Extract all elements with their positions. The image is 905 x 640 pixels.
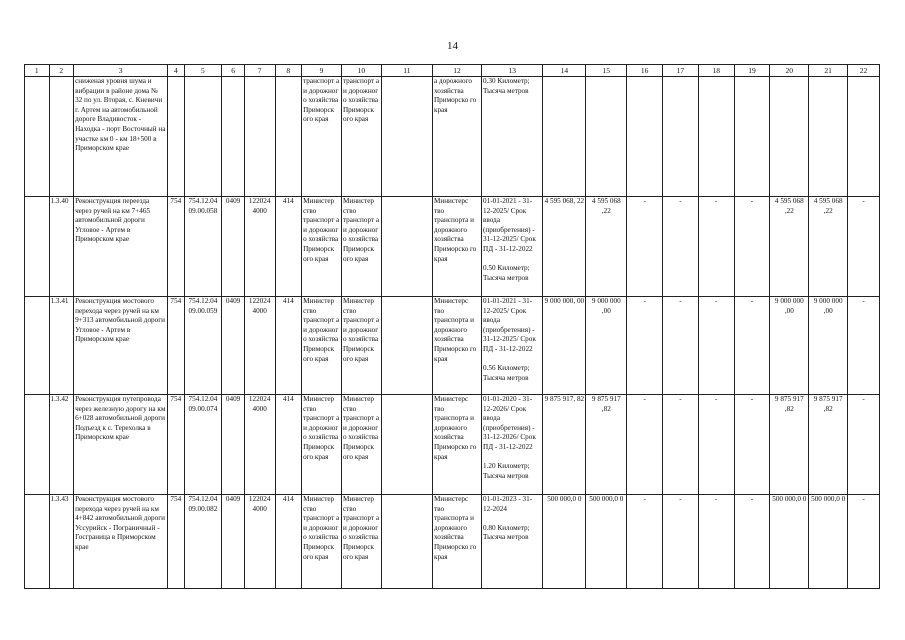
table-row bbox=[25, 297, 880, 395]
object-name: сниженая уровня шума и вибрации в районе дома № 32 по ул. Вторая, с. Кневичи г. Артем на автомобильной дороге Владивосток - Находка - порт Восточный на участке км 0 - км 18+500 в Приморском крае bbox=[74, 77, 168, 197]
col-18-amount bbox=[698, 77, 734, 197]
grbs-code: 754 bbox=[168, 395, 184, 495]
object-name: Реконструкция мостового перехода через ручей на км 4+842 автомобильной дороги Уссурийск - Пограничный - Госграница в Приморском крае bbox=[74, 495, 168, 589]
col-21-amount: 9 000 000 ,00 bbox=[809, 297, 848, 395]
col-20-amount: 4 595 068 ,22 bbox=[770, 197, 809, 297]
header-cell: 14 bbox=[543, 65, 586, 77]
col-19-amount: - bbox=[734, 197, 770, 297]
header-cell: 20 bbox=[770, 65, 809, 77]
object-code: 754.12.04 09.00.059 bbox=[184, 297, 222, 395]
header-cell: 11 bbox=[381, 65, 432, 77]
estimated-cost: 4 595 068, 22 bbox=[543, 197, 586, 297]
header-cell: 4 bbox=[168, 65, 184, 77]
col-20-amount: 9 000 000 ,00 bbox=[770, 297, 809, 395]
customer: транспорт а и дорожног о хозяйства Приморск ого края bbox=[302, 77, 342, 197]
operator: Министерс тво транспорта и дорожного хозяйства Приморско го края bbox=[432, 495, 481, 589]
customer: Министер ство транспорт а и дорожног о хозяйства Приморск ого края bbox=[302, 197, 342, 297]
header-cell: 1 bbox=[25, 65, 50, 77]
total-amount bbox=[586, 77, 627, 197]
header-cell: 9 bbox=[302, 65, 342, 77]
row-number: 1.3.43 bbox=[49, 495, 74, 589]
target-article: 122024 4000 bbox=[244, 395, 275, 495]
col-11-cell bbox=[381, 297, 432, 395]
object-code: 754.12.04 09.00.082 bbox=[184, 495, 222, 589]
header-cell: 2 bbox=[49, 65, 74, 77]
header-cell: 6 bbox=[222, 65, 245, 77]
col-22-amount: - bbox=[848, 297, 880, 395]
header-cell: 10 bbox=[341, 65, 381, 77]
header-cell: 12 bbox=[432, 65, 481, 77]
header-cell: 18 bbox=[698, 65, 734, 77]
page-number: 14 bbox=[447, 40, 458, 52]
col-16-amount: - bbox=[627, 297, 663, 395]
col-11-cell bbox=[381, 77, 432, 197]
expense-type: 414 bbox=[275, 395, 302, 495]
header-cell: 15 bbox=[586, 65, 627, 77]
col-18-amount: - bbox=[698, 297, 734, 395]
developer: Министер ство транспорт а и дорожног о хозяйства Приморск ого края bbox=[341, 495, 381, 589]
estimated-cost: 9 875 917, 82 bbox=[543, 395, 586, 495]
row-number: 1.3.41 bbox=[49, 297, 74, 395]
header-row bbox=[25, 65, 880, 77]
col-1-cell bbox=[25, 77, 50, 197]
header-cell: 7 bbox=[244, 65, 275, 77]
estimated-cost: 500 000,0 0 bbox=[543, 495, 586, 589]
col-11-cell bbox=[381, 197, 432, 297]
col-19-amount: - bbox=[734, 395, 770, 495]
col-17-amount: - bbox=[663, 395, 699, 495]
col-20-amount: 9 875 917 ,82 bbox=[770, 395, 809, 495]
row-number bbox=[49, 77, 74, 197]
total-amount: 9 875 917 ,82 bbox=[586, 395, 627, 495]
header-cell: 19 bbox=[734, 65, 770, 77]
object-name: Реконструкция мостового перехода через ручей на км 9+313 автомобильной дороги Угловое - Артем в Приморском крае bbox=[74, 297, 168, 395]
header-cell: 13 bbox=[482, 65, 543, 77]
developer: Министер ство транспорт а и дорожног о хозяйства Приморск ого края bbox=[341, 297, 381, 395]
grbs-code: 754 bbox=[168, 297, 184, 395]
section-code: 0409 bbox=[222, 395, 245, 495]
col-21-amount: 500 000,0 0 bbox=[809, 495, 848, 589]
col-22-amount: - bbox=[848, 495, 880, 589]
col-22-amount: - bbox=[848, 395, 880, 495]
header-cell: 16 bbox=[627, 65, 663, 77]
target-article bbox=[244, 77, 275, 197]
deadlines-capacity: 01-01-2021 - 31-12-2025/ Срок ввода (приобретения) - 31-12-2025/ Срок ПД - 31-12-2022 0.50 Километр; Тысяча метров bbox=[482, 197, 543, 297]
col-16-amount: - bbox=[627, 197, 663, 297]
developer: Министер ство транспорт а и дорожног о хозяйства Приморск ого края bbox=[341, 197, 381, 297]
col-1-cell bbox=[25, 297, 50, 395]
expense-type: 414 bbox=[275, 297, 302, 395]
estimated-cost: 9 000 000, 00 bbox=[543, 297, 586, 395]
section-code bbox=[222, 77, 245, 197]
operator: а дорожного хозяйства Приморско го края bbox=[432, 77, 481, 197]
object-name: Реконструкция переезда через ручей на км 7+465 автомобильной дороги Угловое - Артем в Приморском крае bbox=[74, 197, 168, 297]
table-body bbox=[25, 65, 880, 589]
col-1-cell bbox=[25, 395, 50, 495]
object-name: Реконструкция путепровода через железную дорогу на км 6+028 автомобильной дороги Подъезд к с. Терехолка в Приморском крае bbox=[74, 395, 168, 495]
col-17-amount: - bbox=[663, 297, 699, 395]
developer: Министер ство транспорт а и дорожног о хозяйства Приморск ого края bbox=[341, 395, 381, 495]
customer: Министер ство транспорт а и дорожног о хозяйства Приморск ого края bbox=[302, 495, 342, 589]
grbs-code bbox=[168, 77, 184, 197]
col-16-amount: - bbox=[627, 395, 663, 495]
header-cell: 22 bbox=[848, 65, 880, 77]
header-cell: 5 bbox=[184, 65, 222, 77]
table-row bbox=[25, 395, 880, 495]
customer: Министер ство транспорт а и дорожног о хозяйства Приморск ого края bbox=[302, 297, 342, 395]
total-amount: 4 595 068 ,22 bbox=[586, 197, 627, 297]
table-row bbox=[25, 197, 880, 297]
header-cell: 3 bbox=[74, 65, 168, 77]
col-17-amount bbox=[663, 77, 699, 197]
col-19-amount bbox=[734, 77, 770, 197]
section-code: 0409 bbox=[222, 197, 245, 297]
col-11-cell bbox=[381, 395, 432, 495]
section-code: 0409 bbox=[222, 495, 245, 589]
expense-type bbox=[275, 77, 302, 197]
target-article: 122024 4000 bbox=[244, 297, 275, 395]
header-cell: 21 bbox=[809, 65, 848, 77]
col-17-amount: - bbox=[663, 495, 699, 589]
table-row bbox=[25, 495, 880, 589]
header-cell: 17 bbox=[663, 65, 699, 77]
deadlines-capacity: 01-01-2023 - 31-12-2024 0.80 Километр; Тысяча метров bbox=[482, 495, 543, 589]
object-code: 754.12.04 09.00.058 bbox=[184, 197, 222, 297]
col-19-amount: - bbox=[734, 297, 770, 395]
developer: транспорт а и дорожног о хозяйства Приморск ого края bbox=[341, 77, 381, 197]
deadlines-capacity: 01-01-2020 - 31-12-2026/ Срок ввода (приобретения) - 31-12-2026/ Срок ПД - 31-12-2022 1.20 Километр; Тысяча метров bbox=[482, 395, 543, 495]
total-amount: 9 000 000 ,00 bbox=[586, 297, 627, 395]
deadlines-capacity: 0.30 Километр; Тысяча метров bbox=[482, 77, 543, 197]
expense-type: 414 bbox=[275, 197, 302, 297]
col-19-amount: - bbox=[734, 495, 770, 589]
operator: Министерс тво транспорта и дорожного хозяйства Приморско го края bbox=[432, 395, 481, 495]
col-20-amount: 500 000,0 0 bbox=[770, 495, 809, 589]
table-row bbox=[25, 77, 880, 197]
section-code: 0409 bbox=[222, 297, 245, 395]
col-20-amount bbox=[770, 77, 809, 197]
expense-type: 414 bbox=[275, 495, 302, 589]
col-11-cell bbox=[381, 495, 432, 589]
col-18-amount: - bbox=[698, 495, 734, 589]
col-21-amount: 9 875 917 ,82 bbox=[809, 395, 848, 495]
object-code bbox=[184, 77, 222, 197]
operator: Министерс тво транспорта и дорожного хозяйства Приморско го края bbox=[432, 297, 481, 395]
header-cell: 8 bbox=[275, 65, 302, 77]
estimated-cost bbox=[543, 77, 586, 197]
col-21-amount: 4 595 068 ,22 bbox=[809, 197, 848, 297]
col-16-amount: - bbox=[627, 495, 663, 589]
grbs-code: 754 bbox=[168, 197, 184, 297]
col-18-amount: - bbox=[698, 395, 734, 495]
col-22-amount: - bbox=[848, 197, 880, 297]
budget-table bbox=[24, 64, 880, 589]
target-article: 122024 4000 bbox=[244, 495, 275, 589]
row-number: 1.3.42 bbox=[49, 395, 74, 495]
col-21-amount bbox=[809, 77, 848, 197]
object-code: 754.12.04 09.00.074 bbox=[184, 395, 222, 495]
grbs-code: 754 bbox=[168, 495, 184, 589]
row-number: 1.3.40 bbox=[49, 197, 74, 297]
target-article: 122024 4000 bbox=[244, 197, 275, 297]
col-22-amount bbox=[848, 77, 880, 197]
total-amount: 500 000,0 0 bbox=[586, 495, 627, 589]
col-16-amount bbox=[627, 77, 663, 197]
col-1-cell bbox=[25, 197, 50, 297]
col-1-cell bbox=[25, 495, 50, 589]
col-18-amount: - bbox=[698, 197, 734, 297]
customer: Министер ство транспорт а и дорожног о хозяйства Приморск ого края bbox=[302, 395, 342, 495]
col-17-amount: - bbox=[663, 197, 699, 297]
operator: Министерс тво транспорта и дорожного хозяйства Приморско го края bbox=[432, 197, 481, 297]
deadlines-capacity: 01-01-2021 - 31-12-2025/ Срок ввода (приобретения) - 31-12-2025/ Срок ПД - 31-12-2022 0.56 Километр; Тысяча метров bbox=[482, 297, 543, 395]
